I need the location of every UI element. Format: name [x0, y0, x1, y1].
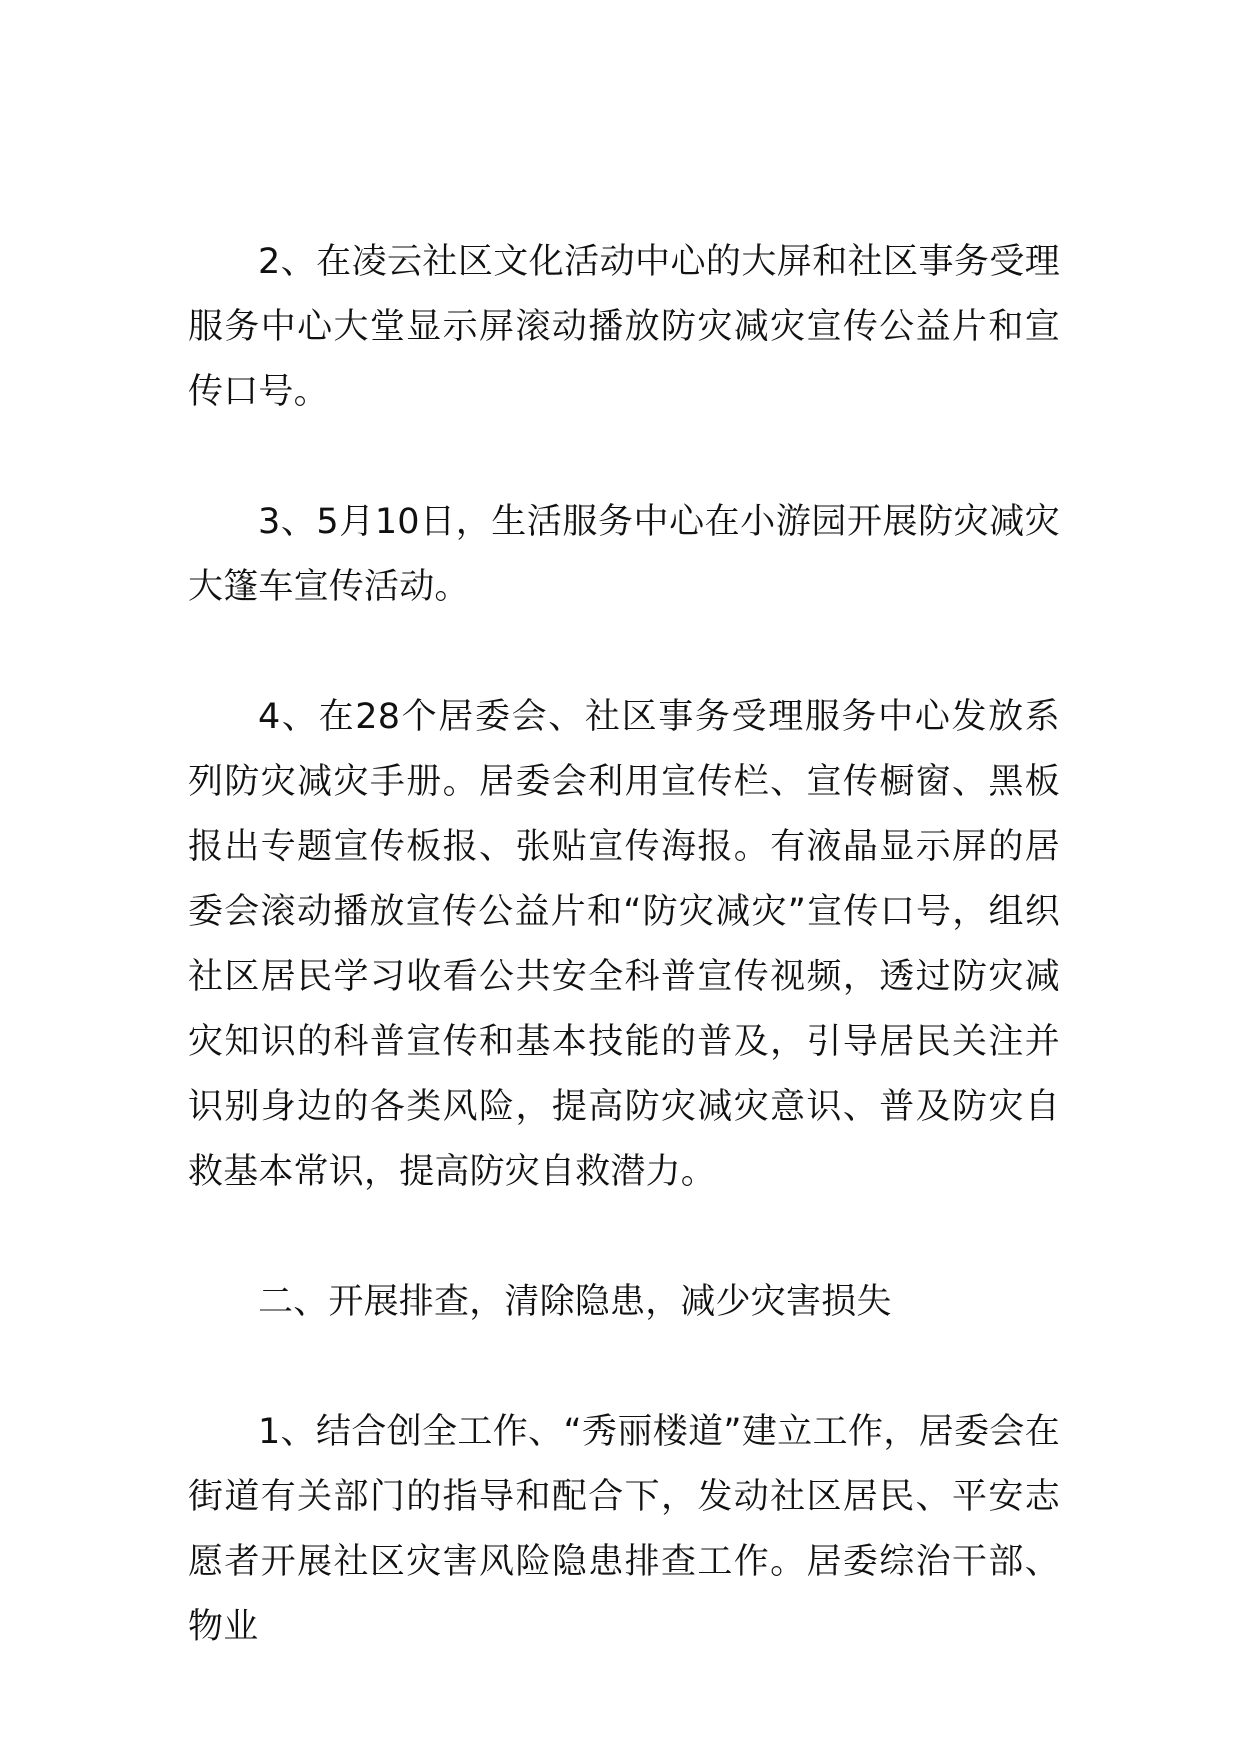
document-body	[188, 230, 1060, 1725]
paragraph-item-2: 2、在凌云社区文化活动中心的大屏和社区事务受理服务中心大堂显示屏滚动播放防灾减灾宣传公益片和宣传口号。	[188, 242, 1060, 412]
section-heading-2: 二、开展排查，清除隐患，减少灾害损失	[258, 1282, 892, 1322]
paragraph-item-1: 1、结合创全工作、“秀丽楼道”建立工作，居委会在街道有关部门的指导和配合下，发动社区居民、平安志愿者开展社区灾害风险隐患排查工作。居委综治干部、物业	[188, 1412, 1060, 1647]
paragraph-item-3: 3、5月10日，生活服务中心在小游园开展防灾减灾大篷车宣传活动。	[188, 502, 1060, 607]
paragraph-item-4: 4、在28个居委会、社区事务受理服务中心发放系列防灾减灾手册。居委会利用宣传栏、宣传橱窗、黑板报出专题宣传板报、张贴宣传海报。有液晶显示屏的居委会滚动播放宣传公益片和“防灾减灾”宣传口号，组织社区居民学习收看公共安全科普宣传视频，透过防灾减灾知识的科普宣传和基本技能的普及，引导居民关注并识别身边的各类风险，提高防灾减灾意识、普及防灾自救基本常识，提高防灾自救潜力。	[188, 697, 1060, 1192]
